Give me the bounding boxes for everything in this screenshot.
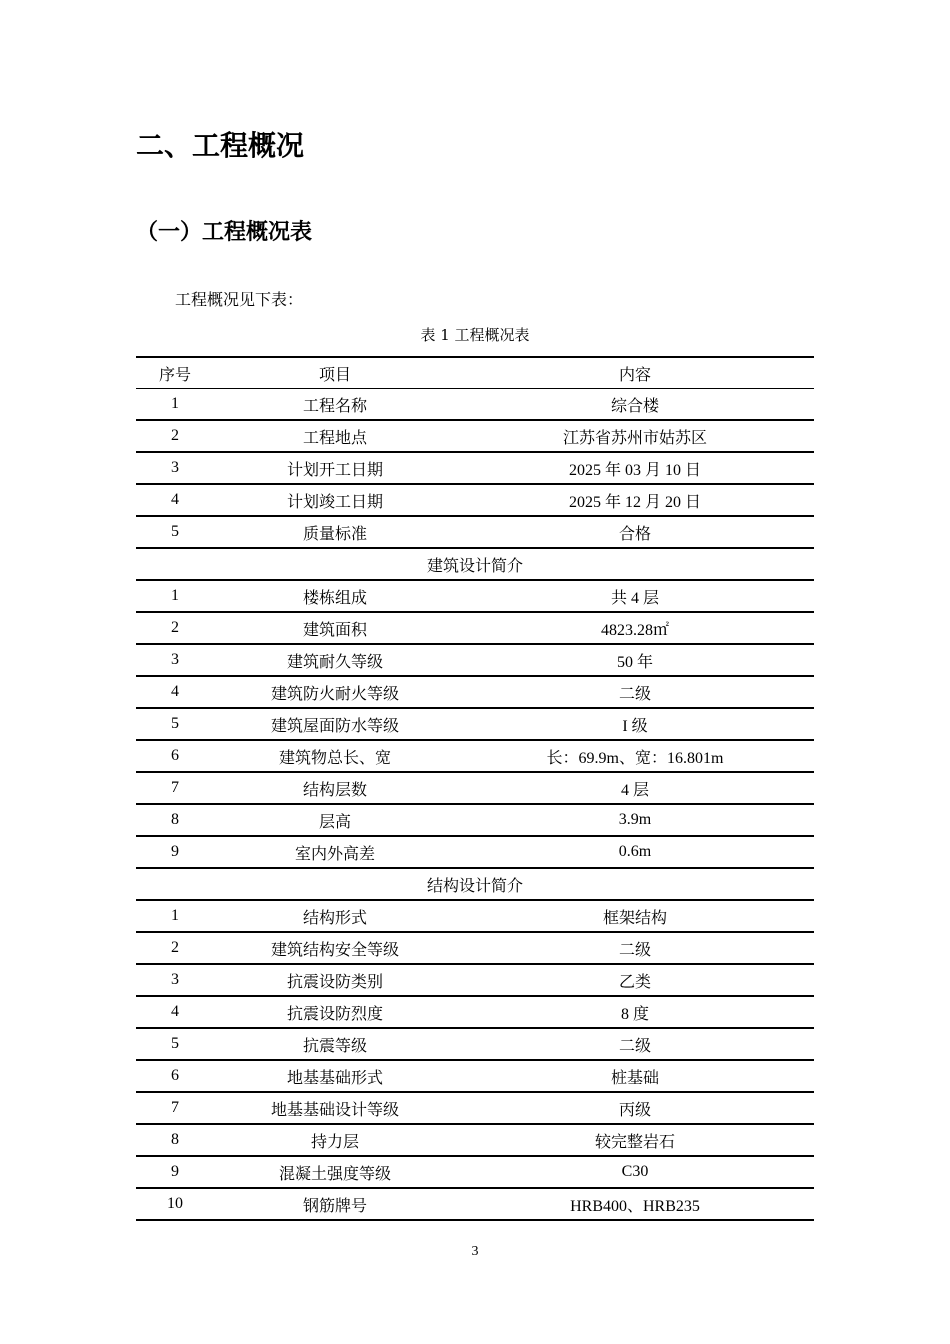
table-row <box>136 612 814 644</box>
table-row <box>136 964 814 996</box>
table-row <box>136 740 814 772</box>
cell-content: 框架结构 <box>456 900 814 932</box>
intro-paragraph: 工程概况见下表： <box>175 290 304 309</box>
cell-item: 持力层 <box>214 1124 456 1156</box>
cell-item: 钢筋牌号 <box>302 1197 367 1215</box>
table-row <box>136 1028 814 1060</box>
cell-item: 工程名称 <box>214 389 456 421</box>
cell-serial: 2 <box>136 612 214 644</box>
cell-item: 结构形式 <box>214 900 456 932</box>
cell-content: 桩基础 <box>456 1060 814 1092</box>
cell-serial: 10 <box>167 1195 183 1212</box>
table-row <box>136 420 814 452</box>
cell-content: I 级 <box>456 708 814 740</box>
cell-serial: 8 <box>136 804 214 836</box>
cell-item: 抗震设防类别 <box>214 964 456 996</box>
table-header-row <box>136 357 814 389</box>
cell-item: 建筑物总长、宽 <box>214 740 456 772</box>
table-row <box>136 708 814 740</box>
cell-content: 50 年 <box>456 644 814 676</box>
cell-content: 4823.28㎡ <box>456 612 814 644</box>
table-row <box>136 1188 814 1220</box>
table-row <box>136 580 814 612</box>
table-caption: 表 1 工程概况表 <box>420 326 530 344</box>
table-row <box>136 1156 814 1188</box>
table-row <box>136 389 814 421</box>
cell-serial: 3 <box>136 644 214 676</box>
cell-content: 二级 <box>456 932 814 964</box>
cell-serial: 3 <box>136 452 214 484</box>
table-row <box>136 932 814 964</box>
cell-item: 地基基础形式 <box>214 1060 456 1092</box>
cell-serial: 9 <box>136 836 214 868</box>
section-heading: 二、工程概况 <box>136 129 305 162</box>
cell-item: 混凝土强度等级 <box>214 1156 456 1188</box>
table-row <box>136 644 814 676</box>
cell-content: 共 4 层 <box>456 580 814 612</box>
cell-content: 0.6m <box>456 836 814 868</box>
cell-content: 江苏省苏州市姑苏区 <box>456 420 814 452</box>
cell-serial: 5 <box>136 708 214 740</box>
cell-content: 8 度 <box>456 996 814 1028</box>
table-row <box>136 996 814 1028</box>
cell-content: 综合楼 <box>456 389 814 421</box>
cell-content: C30 <box>456 1156 814 1188</box>
cell-item: 工程地点 <box>214 420 456 452</box>
table-row <box>136 1124 814 1156</box>
section-title: 结构设计简介 <box>136 868 814 900</box>
cell-serial: 5 <box>136 1028 214 1060</box>
cell-serial: 9 <box>136 1156 214 1188</box>
cell-serial: 7 <box>136 1092 214 1124</box>
cell-item: 质量标准 <box>214 516 456 548</box>
cell-content: HRB400、HRB235 <box>570 1197 700 1215</box>
table-row <box>136 676 814 708</box>
cell-content: 4 层 <box>456 772 814 804</box>
cell-content: 丙级 <box>456 1092 814 1124</box>
cell-serial: 1 <box>136 580 214 612</box>
cell-content: 2025 年 03 月 10 日 <box>456 452 814 484</box>
cell-serial: 6 <box>136 1060 214 1092</box>
cell-serial: 2 <box>136 420 214 452</box>
table-row <box>136 516 814 548</box>
page-number: 3 <box>471 1244 479 1259</box>
table-row <box>136 804 814 836</box>
subsection-heading: （一）工程概况表 <box>136 220 313 245</box>
cell-serial: 4 <box>136 996 214 1028</box>
cell-content: 3.9m <box>456 804 814 836</box>
cell-item: 地基基础设计等级 <box>214 1092 456 1124</box>
table-row <box>136 452 814 484</box>
cell-content: 二级 <box>456 1028 814 1060</box>
cell-item: 抗震等级 <box>214 1028 456 1060</box>
table-row <box>136 836 814 868</box>
cell-content: 长：69.9m、宽：16.801m <box>456 740 814 772</box>
cell-serial: 5 <box>136 516 214 548</box>
cell-content: 2025 年 12 月 20 日 <box>456 484 814 516</box>
cell-item: 层高 <box>214 804 456 836</box>
cell-serial: 3 <box>136 964 214 996</box>
cell-serial: 6 <box>136 740 214 772</box>
cell-serial: 2 <box>136 932 214 964</box>
table-row <box>136 484 814 516</box>
section-title-row <box>136 868 814 900</box>
cell-item: 计划开工日期 <box>214 452 456 484</box>
cell-item: 建筑防火耐火等级 <box>214 676 456 708</box>
cell-serial: 8 <box>136 1124 214 1156</box>
project-overview-table <box>136 356 814 1221</box>
cell-content: 较完整岩石 <box>456 1124 814 1156</box>
table-row <box>136 772 814 804</box>
cell-item: 建筑结构安全等级 <box>214 932 456 964</box>
cell-item: 抗震设防烈度 <box>214 996 456 1028</box>
cell-item: 建筑面积 <box>214 612 456 644</box>
cell-item: 楼栋组成 <box>214 580 456 612</box>
cell-serial: 1 <box>136 389 214 421</box>
section-title-row <box>136 548 814 580</box>
cell-serial: 4 <box>136 676 214 708</box>
section-title: 建筑设计简介 <box>136 548 814 580</box>
cell-content: 乙类 <box>456 964 814 996</box>
table-body <box>136 389 814 1221</box>
cell-serial: 1 <box>136 900 214 932</box>
header-content: 内容 <box>456 357 814 389</box>
cell-item: 室内外高差 <box>214 836 456 868</box>
cell-content: 二级 <box>456 676 814 708</box>
cell-serial: 7 <box>136 772 214 804</box>
cell-serial: 4 <box>136 484 214 516</box>
table-row <box>136 1060 814 1092</box>
cell-item: 建筑耐久等级 <box>214 644 456 676</box>
table-row <box>136 900 814 932</box>
table-row <box>136 1092 814 1124</box>
cell-item: 结构层数 <box>214 772 456 804</box>
header-serial: 序号 <box>136 357 214 389</box>
cell-item: 建筑屋面防水等级 <box>214 708 456 740</box>
cell-content: 合格 <box>456 516 814 548</box>
cell-item: 计划竣工日期 <box>214 484 456 516</box>
header-item: 项目 <box>214 357 456 389</box>
